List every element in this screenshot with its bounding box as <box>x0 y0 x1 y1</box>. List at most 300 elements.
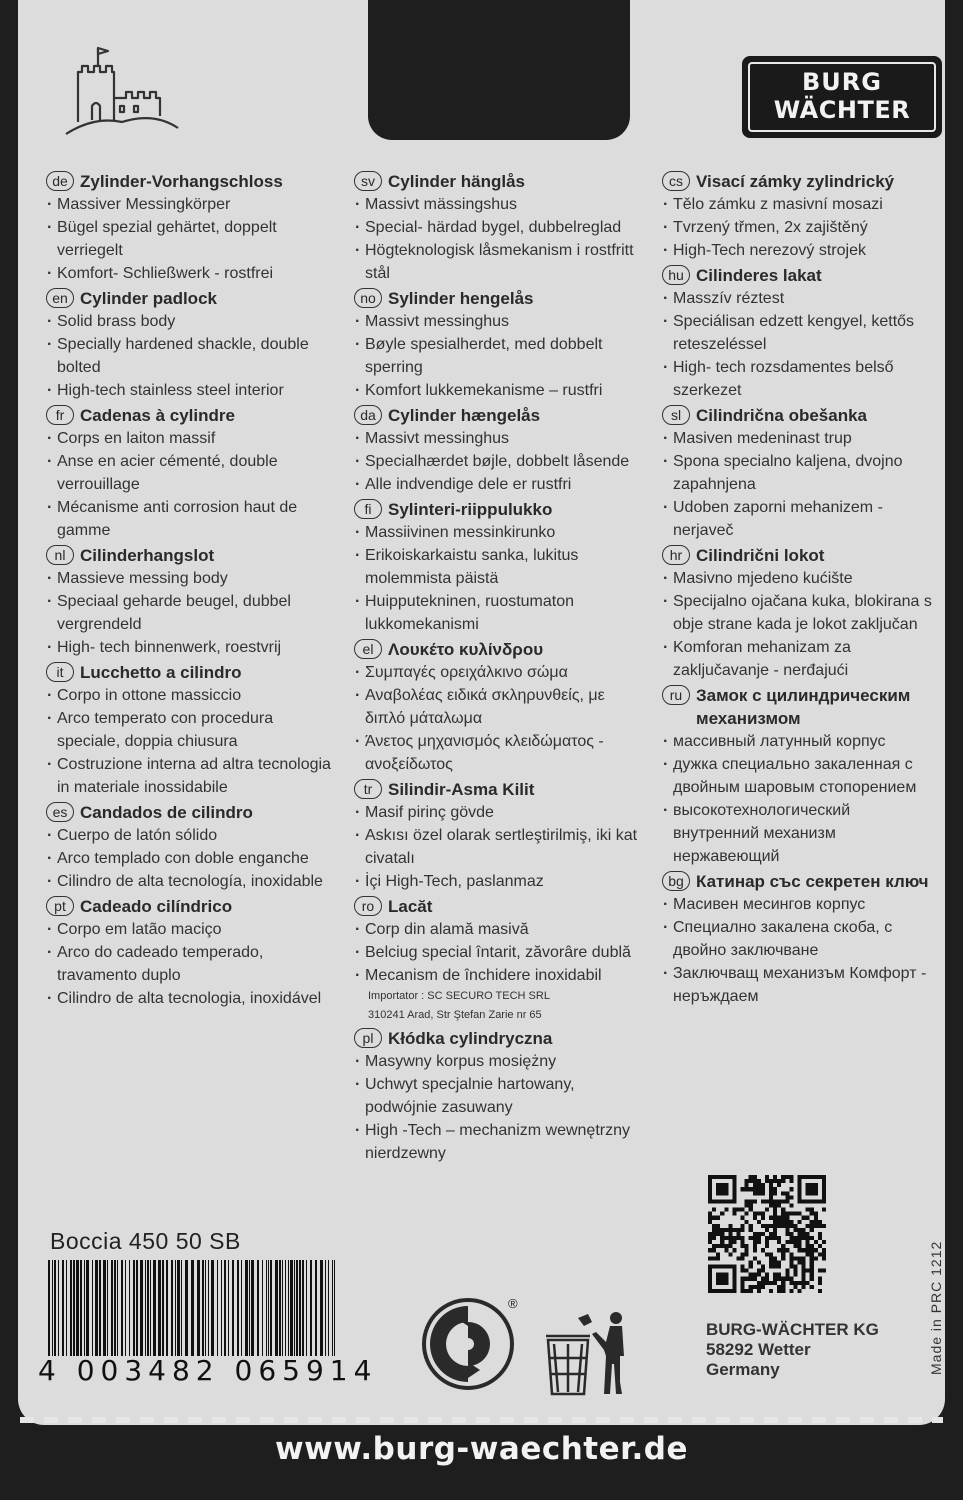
qr-module <box>810 1228 814 1232</box>
qr-module <box>741 1208 745 1212</box>
qr-module <box>773 1281 777 1285</box>
section-heading <box>354 498 644 521</box>
language-section-el <box>354 638 644 776</box>
qr-module <box>822 1252 826 1256</box>
language-code-badge: ru <box>662 685 690 705</box>
feature-list <box>354 801 644 893</box>
language-section-ru <box>662 684 932 868</box>
barcode-bar <box>181 1260 182 1356</box>
qr-module <box>798 1228 802 1232</box>
barcode-bar <box>153 1260 156 1356</box>
barcode-bar <box>288 1260 289 1356</box>
language-code-badge: sl <box>662 405 690 425</box>
qr-module <box>749 1289 753 1293</box>
feature-item: · Udoben zaporni mehanizem - nerjaveč <box>662 496 932 542</box>
qr-module <box>773 1208 777 1212</box>
qr-module <box>745 1179 749 1183</box>
qr-module <box>773 1236 777 1240</box>
barcode-bar <box>166 1260 168 1356</box>
qr-module <box>798 1236 802 1240</box>
qr-module <box>741 1256 745 1260</box>
feature-item: · Corp din alamă masivă <box>354 918 644 941</box>
qr-module <box>793 1236 797 1240</box>
barcode-bar <box>114 1260 116 1356</box>
section-title: Cadenas à cylindre <box>80 406 235 425</box>
qr-module <box>728 1232 732 1236</box>
barcode-bar <box>111 1260 113 1356</box>
qr-module <box>749 1265 753 1269</box>
feature-item: · Costruzione interna ad altra tecnologia in materiale inossidabile <box>46 753 336 799</box>
qr-module <box>802 1228 806 1232</box>
qr-module <box>810 1212 814 1216</box>
qr-module <box>806 1281 810 1285</box>
qr-module <box>789 1256 793 1260</box>
section-heading <box>354 170 644 193</box>
language-code-badge: nl <box>46 545 74 565</box>
feature-item: · массивный латунный корпус <box>662 730 932 753</box>
qr-module <box>773 1203 777 1207</box>
barcode-bar <box>270 1260 272 1356</box>
qr-module <box>741 1224 745 1228</box>
barcode-bar <box>208 1260 209 1356</box>
qr-module <box>822 1224 826 1228</box>
barcode-bar <box>73 1260 75 1356</box>
feature-item: · Massivt messinghus <box>354 427 644 450</box>
qr-module <box>781 1216 785 1220</box>
qr-module <box>769 1199 773 1203</box>
qr-module <box>773 1212 777 1216</box>
barcode-bar <box>92 1260 93 1356</box>
qr-module <box>749 1277 753 1281</box>
importer-note: Importator : SC SECURO TECH SRL <box>368 990 550 1002</box>
qr-module <box>822 1240 826 1244</box>
qr-module <box>720 1244 724 1248</box>
qr-module <box>745 1183 749 1187</box>
feature-item: · Συμπαγές ορειχάλκινο σώμα <box>354 661 644 684</box>
section-title: Cilindrični lokot <box>696 546 825 565</box>
section-heading <box>354 638 644 661</box>
qr-module <box>806 1208 810 1212</box>
qr-module <box>773 1260 777 1264</box>
qr-module <box>761 1248 765 1252</box>
barcode-bar <box>302 1260 304 1356</box>
qr-module <box>732 1248 736 1252</box>
language-column-2 <box>354 170 644 1167</box>
feature-list <box>46 918 336 1010</box>
language-section-hu <box>662 264 932 402</box>
qr-module <box>785 1228 789 1232</box>
qr-module <box>777 1236 781 1240</box>
qr-module <box>749 1179 753 1183</box>
qr-module <box>724 1244 728 1248</box>
feature-item: · Αναβολέας ειδικά σκληρυνθείς, με διπλό μάταλωμα <box>354 684 644 730</box>
qr-module <box>769 1183 773 1187</box>
qr-module <box>708 1256 712 1260</box>
section-title: Candados de cilindro <box>80 803 253 822</box>
qr-module <box>789 1289 793 1293</box>
barcode-bar <box>95 1260 98 1356</box>
language-section-pt <box>46 895 336 1010</box>
company-address <box>706 1320 879 1380</box>
section-title: Cilinderhangslot <box>80 546 215 565</box>
section-title: Cylinder hængelås <box>388 406 541 425</box>
qr-module <box>761 1281 765 1285</box>
qr-module <box>810 1248 814 1252</box>
feature-list <box>46 684 336 799</box>
barcode-bar <box>296 1260 298 1356</box>
barcode-bar <box>249 1260 250 1356</box>
qr-module <box>736 1208 740 1212</box>
qr-module <box>769 1187 773 1191</box>
website-link[interactable]: www.burg-waechter.de <box>274 1431 689 1467</box>
feature-item: · Specijalno ojačana kuka, blokirana s obje strane kada je lokot zaključan <box>662 590 932 636</box>
tidyman-trash-icon <box>540 1304 636 1400</box>
feature-item: · Speciaal geharde beugel, dubbel vergrendeld <box>46 590 336 636</box>
qr-module <box>724 1248 728 1252</box>
feature-item: · Cuerpo de latón sólido <box>46 824 336 847</box>
company-city: 58292 Wetter <box>706 1340 811 1359</box>
section-heading <box>354 1027 644 1050</box>
feature-item: · Masif pirinç gövde <box>354 801 644 824</box>
qr-module <box>789 1265 793 1269</box>
barcode <box>48 1260 338 1356</box>
qr-module <box>769 1260 773 1264</box>
qr-module <box>789 1232 793 1236</box>
qr-module <box>798 1260 802 1264</box>
qr-module <box>789 1203 793 1207</box>
qr-module <box>724 1228 728 1232</box>
barcode-bar <box>266 1260 267 1356</box>
section-heading <box>662 544 932 567</box>
qr-module <box>789 1236 793 1240</box>
qr-module <box>753 1232 757 1236</box>
qr-module <box>773 1216 777 1220</box>
qr-finder-module <box>716 1273 728 1285</box>
importer-note: 310241 Arad, Str Ştefan Zarie nr 65 <box>368 1009 542 1021</box>
qr-module <box>777 1203 781 1207</box>
qr-module <box>810 1220 814 1224</box>
feature-item: · Specialhærdet bøjle, dobbelt låsende <box>354 450 644 473</box>
language-section-fr <box>46 404 336 542</box>
qr-module <box>814 1248 818 1252</box>
qr-module <box>773 1191 777 1195</box>
section-title: Cilinderes lakat <box>696 266 822 285</box>
qr-module <box>798 1289 802 1293</box>
feature-list <box>354 193 644 285</box>
feature-list <box>46 567 336 659</box>
qr-module <box>789 1281 793 1285</box>
feature-list <box>354 427 644 496</box>
qr-module <box>769 1203 773 1207</box>
section-title: Sylinteri-riippulukko <box>388 500 553 519</box>
section-title: Замок с цилиндрическим механизмом <box>696 686 911 728</box>
qr-module <box>745 1199 749 1203</box>
qr-module <box>781 1179 785 1183</box>
feature-list <box>662 730 932 868</box>
section-title: Λουκέτο κυλίνδρου <box>388 640 544 659</box>
language-code-badge: pl <box>354 1028 382 1048</box>
qr-module <box>806 1224 810 1228</box>
qr-module <box>749 1260 753 1264</box>
qr-module <box>785 1240 789 1244</box>
qr-module <box>814 1256 818 1260</box>
company-name: BURG-WÄCHTER KG <box>706 1320 879 1339</box>
qr-module <box>708 1212 712 1216</box>
barcode-bar <box>320 1260 323 1356</box>
qr-module <box>810 1269 814 1273</box>
qr-module <box>773 1265 777 1269</box>
qr-module <box>810 1208 814 1212</box>
qr-module <box>781 1281 785 1285</box>
barcode-bar <box>232 1260 234 1356</box>
qr-module <box>773 1220 777 1224</box>
feature-item: · Tvrzený třmen, 2x zajištěný <box>662 216 932 239</box>
qr-module <box>728 1228 732 1232</box>
qr-module <box>789 1212 793 1216</box>
qr-module <box>802 1216 806 1220</box>
qr-module <box>806 1216 810 1220</box>
qr-module <box>769 1216 773 1220</box>
qr-module <box>810 1224 814 1228</box>
language-code-badge: fr <box>46 405 74 425</box>
qr-module <box>741 1187 745 1191</box>
qr-module <box>773 1273 777 1277</box>
qr-finder-module <box>716 1183 728 1195</box>
qr-module <box>810 1260 814 1264</box>
qr-module <box>814 1240 818 1244</box>
qr-module <box>757 1281 761 1285</box>
barcode-bar <box>70 1260 72 1356</box>
feature-list <box>46 310 336 402</box>
feature-item: · Massivt messinghus <box>354 310 644 333</box>
qr-module <box>822 1248 826 1252</box>
made-in-label: Made in PRC 1212 <box>928 1240 944 1375</box>
qr-module <box>789 1179 793 1183</box>
barcode-bar <box>279 1260 281 1356</box>
feature-item: · Spona specialno kaljena, dvojno zapahnjena <box>662 450 932 496</box>
qr-module <box>765 1224 769 1228</box>
feature-item: · Bügel spezial gehärtet, doppelt verriegelt <box>46 216 336 262</box>
language-section-hr <box>662 544 932 682</box>
feature-item: · Speciálisan edzett kengyel, kettős reteszeléssel <box>662 310 932 356</box>
feature-item: · Massiivinen messinkirunko <box>354 521 644 544</box>
qr-module <box>781 1248 785 1252</box>
qr-module <box>732 1236 736 1240</box>
qr-module <box>720 1236 724 1240</box>
qr-module <box>793 1212 797 1216</box>
barcode-bar <box>257 1260 259 1356</box>
section-title: Cilindrična obešanka <box>696 406 867 425</box>
qr-module <box>757 1220 761 1224</box>
language-code-badge: pt <box>46 896 74 916</box>
feature-item: · Cilindro de alta tecnologia, inoxidável <box>46 987 336 1010</box>
qr-module <box>793 1265 797 1269</box>
registered-mark: ® <box>508 1296 518 1311</box>
qr-module <box>793 1269 797 1273</box>
qr-module <box>777 1277 781 1281</box>
qr-module <box>806 1236 810 1240</box>
qr-module <box>769 1191 773 1195</box>
feature-item: · Arco temperato con procedura speciale, doppia chiusura <box>46 707 336 753</box>
qr-module <box>757 1179 761 1183</box>
qr-module <box>728 1236 732 1240</box>
qr-module <box>761 1277 765 1281</box>
qr-module <box>749 1203 753 1207</box>
qr-module <box>793 1273 797 1277</box>
qr-module <box>802 1273 806 1277</box>
qr-module <box>793 1240 797 1244</box>
qr-module <box>769 1289 773 1293</box>
qr-module <box>716 1244 720 1248</box>
feature-item: · Anse en acier cémenté, double verrouillage <box>46 450 336 496</box>
barcode-bar <box>136 1260 138 1356</box>
qr-module <box>724 1236 728 1240</box>
barcode-bar <box>332 1260 333 1356</box>
section-title: Zylinder-Vorhangschloss <box>80 172 283 191</box>
barcode-bar <box>140 1260 143 1356</box>
qr-module <box>741 1240 745 1244</box>
qr-module <box>806 1252 810 1256</box>
qr-module <box>781 1212 785 1216</box>
barcode-bar <box>185 1260 188 1356</box>
dashed-divider <box>20 1417 943 1423</box>
barcode-bar <box>177 1260 180 1356</box>
qr-module <box>765 1228 769 1232</box>
barcode-bar <box>282 1260 283 1356</box>
language-section-sl <box>662 404 932 542</box>
section-title: Sylinder hengelås <box>388 289 534 308</box>
qr-module <box>753 1212 757 1216</box>
feature-list <box>46 427 336 542</box>
feature-list <box>46 824 336 893</box>
qr-module <box>777 1216 781 1220</box>
feature-item: · Arco do cadeado temperado, travamento duplo <box>46 941 336 987</box>
section-heading <box>46 404 336 427</box>
barcode-bar <box>150 1260 151 1356</box>
qr-module <box>749 1236 753 1240</box>
qr-module <box>765 1236 769 1240</box>
barcode-bar <box>221 1260 222 1356</box>
feature-item: · Belciug special întarit, zăvorâre dublă <box>354 941 644 964</box>
qr-module <box>785 1175 789 1179</box>
qr-module <box>745 1269 749 1273</box>
qr-module <box>741 1236 745 1240</box>
qr-module <box>818 1232 822 1236</box>
qr-module <box>757 1273 761 1277</box>
feature-item: · High-tech stainless steel interior <box>46 379 336 402</box>
feature-item: · Högteknologisk låsmekanism i rostfritt stål <box>354 239 644 285</box>
qr-module <box>798 1244 802 1248</box>
section-heading <box>354 404 644 427</box>
barcode-bar <box>217 1260 218 1356</box>
qr-module <box>789 1240 793 1244</box>
qr-module <box>781 1244 785 1248</box>
barcode-bar <box>224 1260 226 1356</box>
barcode-bar <box>325 1260 326 1356</box>
language-section-es <box>46 801 336 893</box>
qr-module <box>753 1244 757 1248</box>
brand-line1: BURG <box>802 68 882 96</box>
barcode-bar <box>158 1260 161 1356</box>
qr-module <box>741 1252 745 1256</box>
model-number: Boccia 450 50 SB <box>50 1228 241 1254</box>
qr-module <box>773 1199 777 1203</box>
qr-module <box>765 1281 769 1285</box>
qr-module <box>708 1240 712 1244</box>
feature-list <box>662 567 932 682</box>
qr-module <box>810 1256 814 1260</box>
qr-module <box>761 1183 765 1187</box>
qr-module <box>802 1265 806 1269</box>
language-code-badge: it <box>46 662 74 682</box>
feature-item: · Alle indvendige dele er rustfri <box>354 473 644 496</box>
brand-logo <box>742 56 942 138</box>
qr-module <box>712 1232 716 1236</box>
section-title: Катинар със секретен ключ <box>696 872 929 891</box>
feature-item: · Mécanisme anti corrosion haut de gamme <box>46 496 336 542</box>
language-code-badge: hr <box>662 545 690 565</box>
feature-item: · Corps en laiton massif <box>46 427 336 450</box>
qr-module <box>793 1256 797 1260</box>
qr-module <box>802 1236 806 1240</box>
qr-module <box>798 1256 802 1260</box>
qr-module <box>757 1212 761 1216</box>
qr-module <box>753 1191 757 1195</box>
qr-module <box>745 1248 749 1252</box>
qr-module <box>773 1179 777 1183</box>
qr-module <box>757 1187 761 1191</box>
qr-module <box>806 1240 810 1244</box>
section-title: Visací zámky zylindrický <box>696 172 895 191</box>
section-title: Silindir-Asma Kilit <box>388 780 535 799</box>
barcode-bar <box>202 1260 204 1356</box>
qr-module <box>777 1289 781 1293</box>
qr-module <box>745 1220 749 1224</box>
qr-module <box>814 1220 818 1224</box>
section-heading <box>354 895 644 918</box>
qr-module <box>741 1269 745 1273</box>
qr-module <box>777 1285 781 1289</box>
barcode-bar <box>175 1260 176 1356</box>
qr-module <box>798 1248 802 1252</box>
qr-module <box>757 1260 761 1264</box>
section-heading <box>46 661 336 684</box>
green-dot-recycle-icon <box>420 1296 516 1392</box>
qr-module <box>765 1252 769 1256</box>
section-title: Cylinder hänglås <box>388 172 525 191</box>
qr-module <box>732 1212 736 1216</box>
barcode-bar <box>241 1260 242 1356</box>
qr-module <box>753 1183 757 1187</box>
qr-module <box>777 1183 781 1187</box>
qr-module <box>810 1252 814 1256</box>
qr-module <box>716 1256 720 1260</box>
qr-module <box>712 1224 716 1228</box>
barcode-bar <box>80 1260 82 1356</box>
qr-module <box>781 1252 785 1256</box>
feature-item: · Askısı özel olarak sertleştirilmiş, iki kat civatalı <box>354 824 644 870</box>
language-column-3 <box>662 170 932 1010</box>
qr-module <box>757 1240 761 1244</box>
feature-item: · Komfort lukkemekanisme – rustfri <box>354 379 644 402</box>
qr-module <box>761 1285 765 1289</box>
language-section-tr <box>354 778 644 893</box>
barcode-bar <box>290 1260 293 1356</box>
section-heading <box>662 404 932 427</box>
qr-module <box>773 1277 777 1281</box>
feature-item: · Tělo zámku z masivní mosazi <box>662 193 932 216</box>
qr-module <box>724 1208 728 1212</box>
